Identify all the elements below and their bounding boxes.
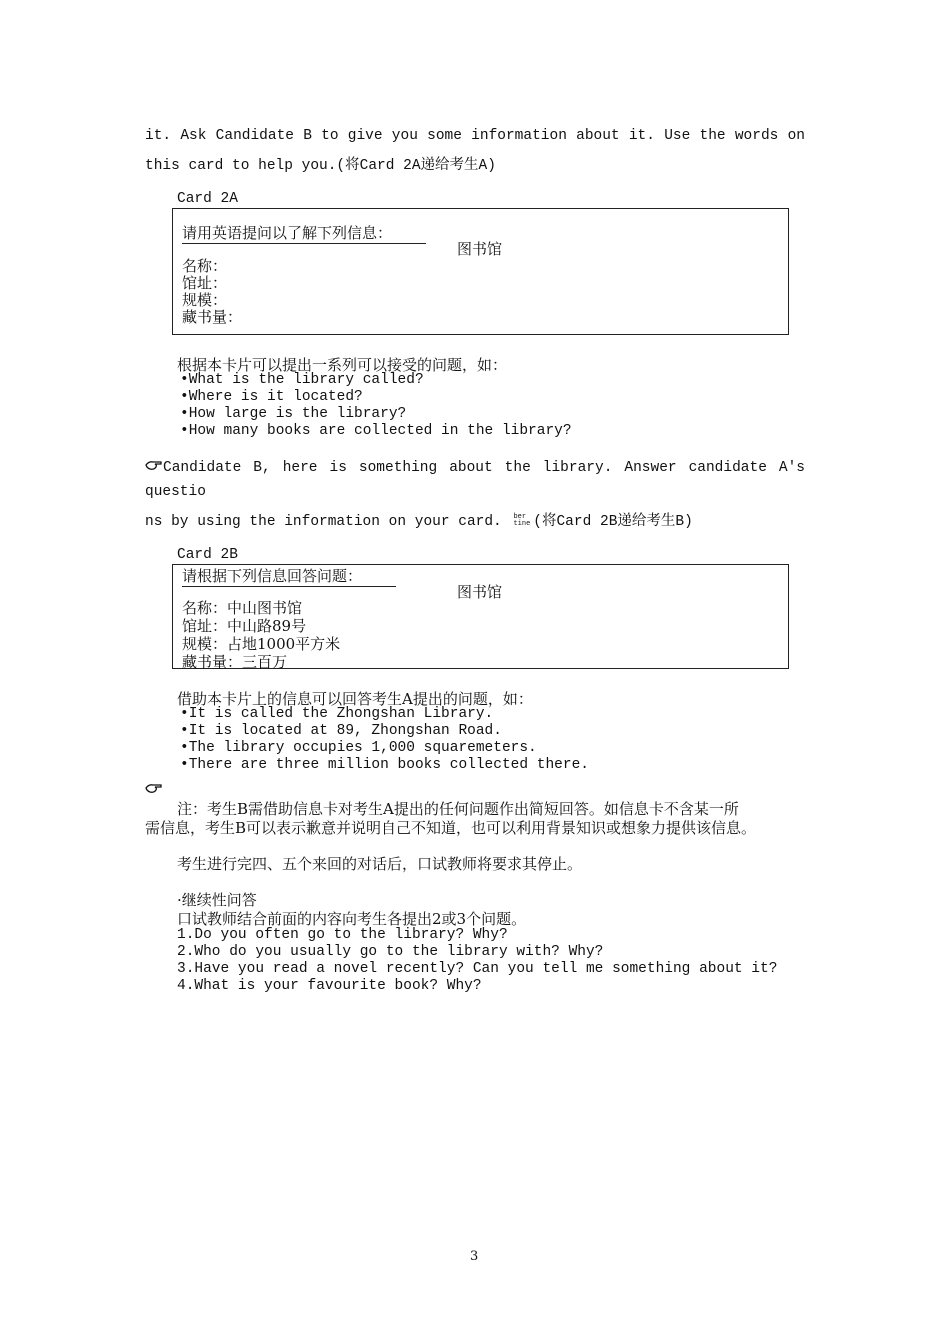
glyph-top: ber (513, 513, 527, 522)
list-item: •It is called the Zhongshan Library. (180, 706, 494, 722)
list-item: •What is the library called? (180, 372, 424, 388)
answers-b-intro: 借助本卡片上的信息可以回答考生A提出的问题，如： (177, 690, 533, 708)
glyph-bottom: tine (513, 520, 531, 529)
page-number: 3 (470, 1249, 479, 1264)
candidate-b-line-3 (145, 509, 693, 530)
followup-heading: ·继续性问答 (177, 891, 257, 909)
list-item: 2.Who do you usually go to the library with? Why? (177, 944, 604, 960)
card-2a-center: 图书馆 (457, 240, 503, 258)
card-2a-field-address: 馆址： (182, 274, 228, 292)
card-2b-center: 图书馆 (457, 583, 503, 601)
candidate-b-line-2: questio (145, 484, 206, 500)
list-item: •There are three million books collected there. (180, 757, 589, 773)
card-2b (172, 564, 789, 669)
list-item: •How large is the library? (180, 406, 407, 422)
card-2b-field-size: 规模：占地1000平方米 (182, 635, 341, 653)
card-2a-field-collection: 藏书量： (182, 308, 243, 326)
candidate-b-line-1 (145, 459, 805, 476)
candidate-b-text-1: Candidate B, here is something about the library. Answer candidate A's (163, 460, 805, 476)
card-2a-label: Card 2A (177, 191, 238, 207)
card-2a-title: 请用英语提问以了解下列信息： (182, 222, 426, 244)
list-item: 4.What is your favourite book? Why? (177, 978, 482, 994)
pointing-hand-icon (145, 459, 163, 476)
list-item: 1.Do you often go to the library? Why? (177, 927, 508, 943)
list-item: •Where is it located? (180, 389, 363, 405)
card-2a (172, 208, 789, 335)
card-2a-field-name: 名称： (182, 257, 228, 275)
candidate-b-text-3b: (将Card 2B递给考生B) (533, 514, 693, 530)
list-item: •It is located at 89, Zhongshan Road. (180, 723, 502, 739)
list-item: •The library occupies 1,000 squaremeters. (180, 740, 537, 756)
questions-a-intro: 根据本卡片可以提出一系列可以接受的问题，如： (177, 356, 508, 374)
note-line-1: 注：考生B需借助信息卡对考生A提出的任何问题作出简短回答。如信息卡不含某一所 (177, 800, 739, 818)
list-item: 3.Have you read a novel recently? Can you tell me something about it? (177, 961, 778, 977)
ligature-glyph (513, 514, 530, 528)
followup-intro: 口试教师结合前面的内容向考生各提出2或3个问题。 (177, 910, 527, 928)
stop-instruction: 考生进行完四、五个来回的对话后，口试教师将要求其停止。 (177, 855, 583, 873)
card-2b-field-address: 馆址：中山路89号 (182, 617, 307, 635)
list-item: •How many books are collected in the library? (180, 423, 572, 439)
intro-line-2: this card to help you.(将Card 2A递给考生A) (145, 158, 496, 174)
card-2b-field-collection: 藏书量：三百万 (182, 653, 288, 671)
pointing-hand-icon (145, 779, 163, 798)
intro-line-1: it. Ask Candidate B to give you some information about it. Use the words on (145, 128, 805, 144)
card-2a-field-size: 规模： (182, 291, 228, 309)
card-2b-label: Card 2B (177, 547, 238, 563)
candidate-b-text-3a: ns by using the information on your card. (145, 514, 502, 530)
card-2b-title: 请根据下列信息回答问题： (182, 565, 396, 587)
note-line-2: 需信息，考生B可以表示歉意并说明自己不知道，也可以利用背景知识或想象力提供该信息。 (145, 819, 757, 837)
card-2b-field-name: 名称：中山图书馆 (182, 599, 303, 617)
